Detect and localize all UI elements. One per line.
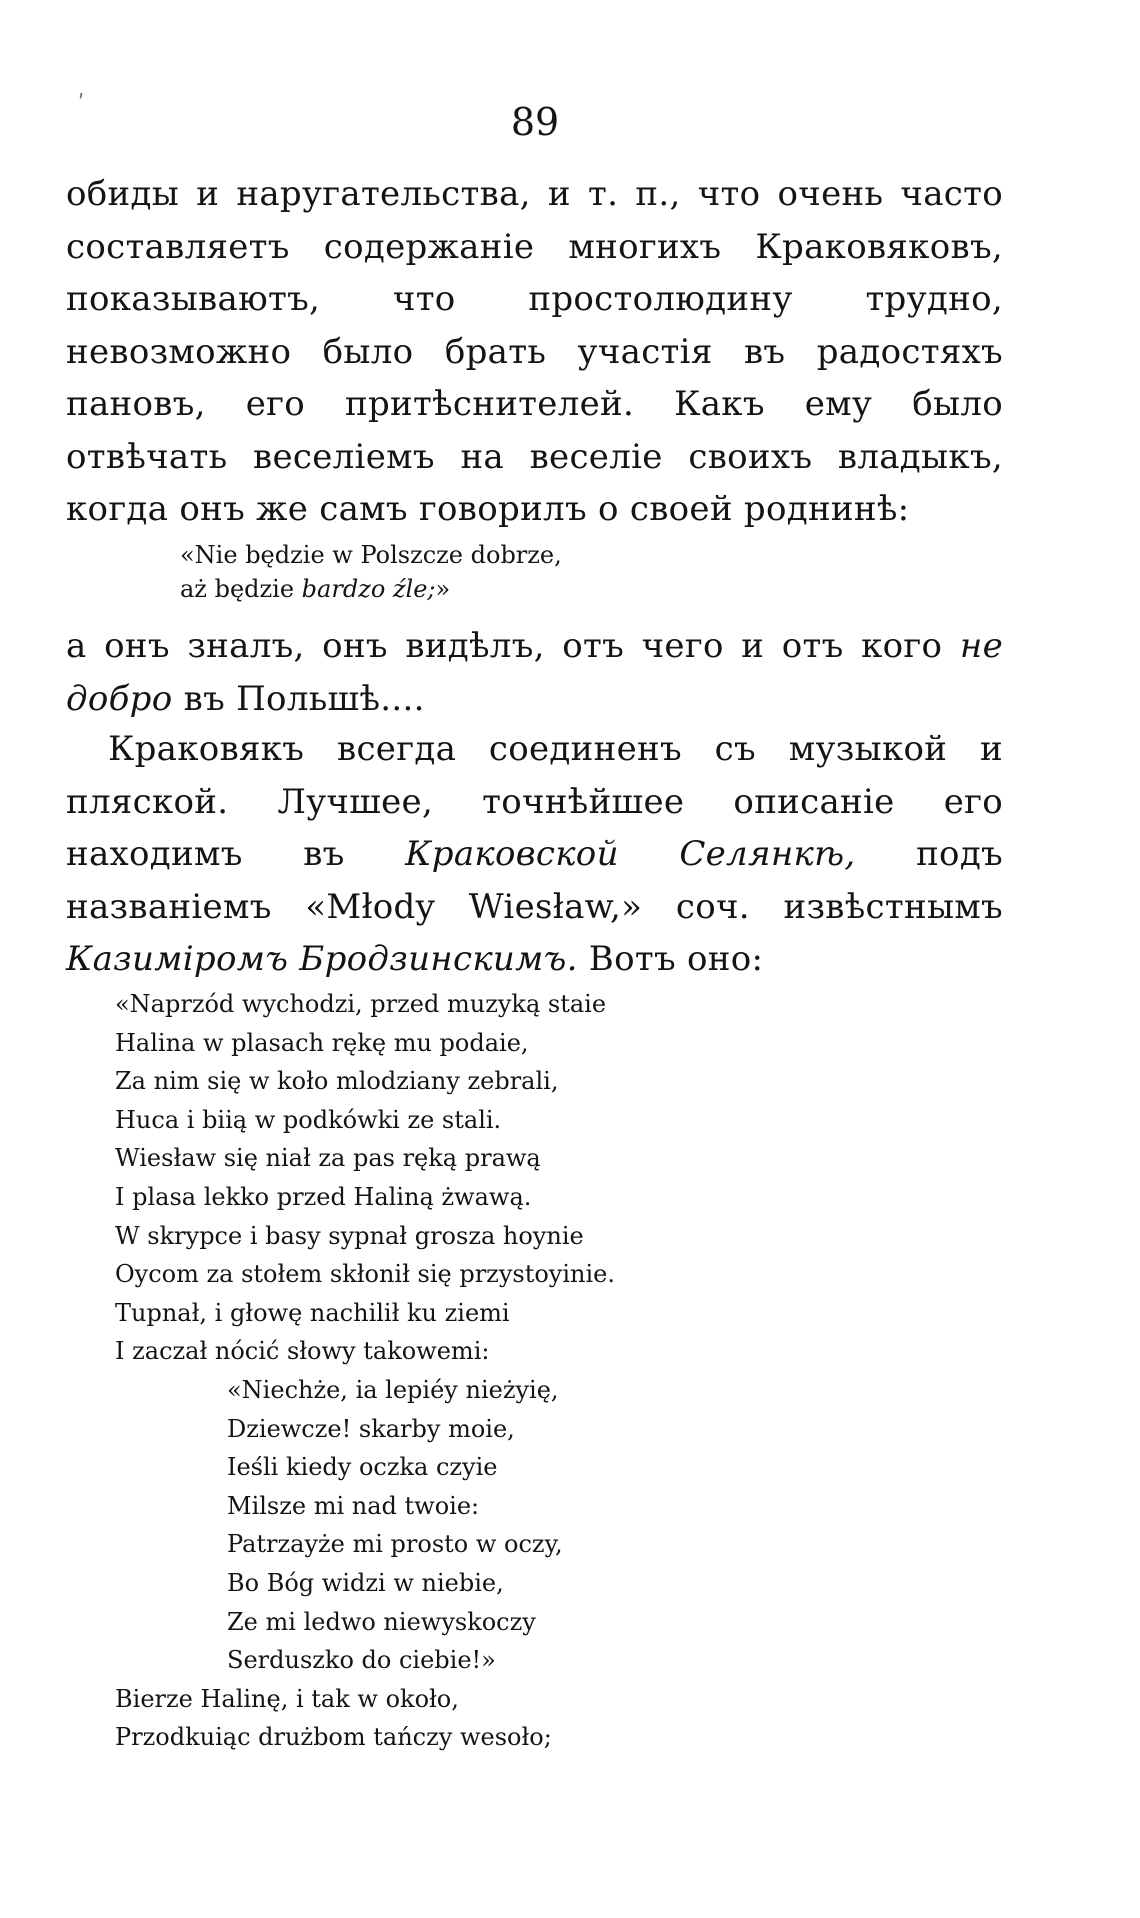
para2-text-2: въ Польшѣ.... [172,678,425,719]
para3-text-2: подъ названiемъ «Młody Wiesław,» соч. извѣстнымъ [66,834,1003,927]
poem-line: W skrypce i basy sypnał grosza hoynie [115,1221,584,1250]
poem-inner-line: «Niechże, ia lepiéy nieżyię, [227,1375,559,1404]
poem-line: Za nim się w koło mlodziany zebrali, [115,1067,559,1096]
quote-polish-proverb [180,538,562,606]
para3-text-1: Краковякъ всегда соединенъ съ музыкой и пляской. Лучшее, точнѣйшее описанiе его находимъ въ [66,729,1003,874]
paragraph-response [66,620,1003,725]
para3-text-3: Вотъ оно: [577,939,764,979]
poem-inner-line: Bo Bóg widzi w niebie, [227,1568,504,1597]
poem-line: Tupnał, i głowę nachilił ku ziemi [115,1298,510,1327]
page-number: 89 [510,100,560,144]
poem-mlody-wieslaw [115,985,615,1757]
poem-line: «Naprzód wychodzi, przed muzyką staie [115,990,607,1018]
poem-inner-line: Serduszko do ciebie!» [227,1646,496,1675]
poem-inner-line: Dziewcze! skarby moie, [227,1414,515,1443]
poem-line: Wiesław się niał za pas ręką prawą [115,1144,541,1173]
poem-line: I zaczał nócić słowy takowemi: [115,1337,490,1366]
poem-line: Oycom za stołem skłonił się przystoyinie. [115,1260,615,1289]
para2-italic: не добро [66,626,1003,719]
quote-line-2-italic: bardzo źle; [301,575,436,603]
poem-closing-line: Przodkuiąc drużbom tańczy wesoło; [115,1723,552,1752]
poem-line: I plasa lekko przed Haliną żwawą. [115,1182,532,1211]
paragraph-krakowiak [66,723,1003,986]
poem-closing-line: Bierze Halinę, i tak w około, [115,1684,459,1713]
para3-italic-2: Казимiромъ Бродзинскимъ. [66,939,578,979]
paragraph-intro: обиды и наругательства, и т. п., что очень часто составляетъ содержанiе многихъ Краковяковъ, показываютъ, что простолюдину трудно, невозможно было брать участiя въ радостяхъ пановъ, его притѣснителей. Какъ ему было отвѣчать веселiемъ на веселiе своихъ владыкъ, когда онъ же самъ говорилъ о своей роднинѣ: [66,174,1003,529]
poem-inner-line: Ieśli kiedy oczka czyie [227,1453,498,1482]
para2-text-1: а онъ зналъ, онъ видѣлъ, отъ чего и отъ кого [66,626,960,666]
quote-line-2 [180,572,562,606]
quote-line-2-text: aż będzie [180,575,302,603]
quote-line-2-end: » [435,575,451,603]
poem-inner-line: Ze mi ledwo niewyskoczy [227,1607,536,1636]
quote-line-1: «Nie będzie w Polszcze dobrze, [180,541,562,569]
page-speck-mark: ʹ [78,92,85,117]
poem-line: Huca i biią w podkówki ze stali. [115,1105,502,1134]
poem-inner-line: Patrzayże mi prosto w oczy, [227,1530,563,1559]
para3-italic-1: Краковской Селянкѣ, [405,834,856,874]
poem-inner-line: Milsze mi nad twoie: [227,1491,480,1520]
poem-line: Halina w plasach rękę mu podaie, [115,1028,529,1057]
